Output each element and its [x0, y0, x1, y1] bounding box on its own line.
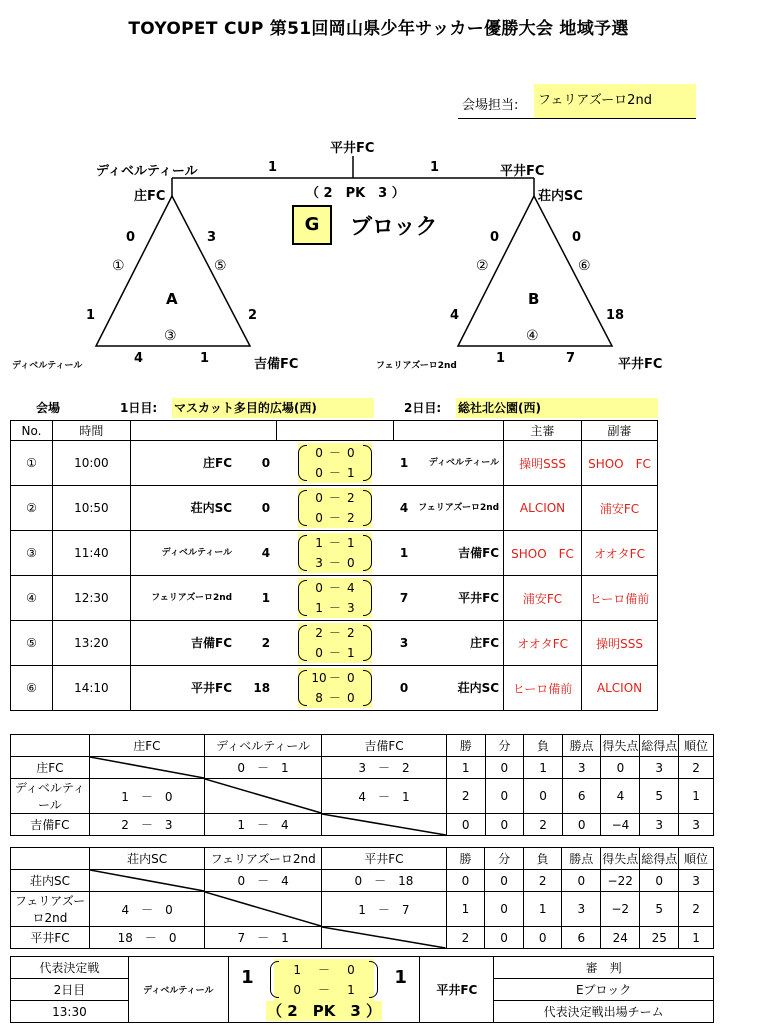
schedule-row	[11, 486, 658, 531]
stat-cell: 3	[562, 757, 601, 779]
stat-cell: 25	[640, 927, 679, 949]
col-stat: 勝点	[562, 735, 601, 757]
home-cell	[130, 531, 276, 576]
stat-cell: 0	[485, 892, 524, 927]
groupA-score-top-left: 0	[126, 230, 136, 245]
final-away-team: 平井FC	[420, 957, 494, 1023]
half2: 0 － 1	[315, 466, 355, 480]
stat-cell: 2	[679, 892, 714, 927]
away-team: フェリアズーロ2nd	[418, 503, 500, 513]
venue-manager-value: フェリアズーロ2nd	[534, 84, 696, 118]
stat-cell: 0	[640, 870, 679, 892]
col-team: 荘内SC	[89, 848, 204, 870]
away-team: 荘内SC	[457, 681, 500, 695]
home-cell	[130, 486, 276, 531]
home-team: 平井FC	[191, 681, 233, 695]
groupB-match-right: ⑥	[578, 258, 591, 274]
col-stat: 順位	[679, 848, 714, 870]
home-team: フェリアズーロ2nd	[151, 593, 233, 603]
col-stat: 分	[485, 848, 524, 870]
stat-cell: 0	[601, 757, 640, 779]
away-score: 1	[399, 546, 409, 560]
match-time: 13:20	[52, 621, 130, 666]
stat-cell: 1	[679, 927, 714, 949]
corner-cell	[11, 848, 90, 870]
groupB-score-left: 4	[450, 308, 460, 323]
away-score: 3	[399, 636, 409, 650]
stat-cell: 3	[679, 870, 714, 892]
match-no: ②	[11, 486, 53, 531]
away-score: 7	[399, 591, 409, 605]
referee: オオタFC	[504, 621, 582, 666]
stat-cell: 2	[524, 814, 563, 836]
row-team: 平井FC	[11, 927, 90, 949]
home-score: 0	[261, 501, 271, 515]
col-stat: 負	[523, 848, 562, 870]
stat-cell: 5	[640, 779, 679, 814]
stat-cell: 2	[446, 779, 485, 814]
groupA-score-bottom-right: 1	[200, 351, 210, 366]
assistant-referee: ALCION	[582, 666, 658, 711]
groupB-bottom-left-team: フェリアズーロ2nd	[376, 361, 457, 371]
standings-header	[11, 848, 714, 870]
stat-cell: 0	[446, 814, 485, 836]
half2: 3 － 0	[315, 556, 355, 570]
stat-cell: 1	[446, 892, 485, 927]
stat-cell: −2	[601, 892, 640, 927]
away-team: 庄FC	[470, 636, 500, 650]
match-time: 10:50	[52, 486, 130, 531]
half1: 1 － 1	[315, 536, 355, 550]
away-team: 吉備FC	[458, 546, 500, 560]
stat-cell: −4	[601, 814, 640, 836]
standings-row	[11, 757, 714, 779]
groupB-top-team: 荘内SC	[538, 189, 583, 204]
standings-header	[11, 735, 714, 757]
home-team: ディベルティール	[161, 548, 233, 558]
away-score: 4	[399, 501, 409, 515]
col-stat: 順位	[679, 735, 714, 757]
match-time: 12:30	[52, 576, 130, 621]
final-away-score: 1	[382, 957, 420, 1023]
away-cell	[394, 576, 504, 621]
row-team: 吉備FC	[11, 814, 90, 836]
col-stat: 総得点	[640, 735, 679, 757]
home-score: 4	[261, 546, 271, 560]
final-ref2: 代表決定戦出場チーム	[494, 1001, 714, 1023]
stat-cell: 1	[524, 757, 563, 779]
row-team: フェリアズーロ2nd	[11, 892, 90, 927]
schedule-row	[11, 441, 658, 486]
home-cell	[130, 621, 276, 666]
stat-cell: 4	[601, 779, 640, 814]
final-half1: 1 － 0	[293, 963, 355, 977]
stat-cell: 1	[679, 779, 714, 814]
groupA-bottom-right-team: 吉備FC	[254, 357, 299, 372]
row-team: 荘内SC	[11, 870, 90, 892]
groupB-score-right: 18	[606, 308, 625, 323]
stat-cell: 0	[562, 870, 601, 892]
bracket-left-score: 1	[268, 160, 278, 175]
groupA-label: A	[166, 290, 178, 308]
match-no: ③	[11, 531, 53, 576]
diagonal-cell	[322, 814, 447, 836]
col-team: 平井FC	[322, 848, 447, 870]
stat-cell: 2	[446, 927, 485, 949]
away-score: 0	[399, 681, 409, 695]
schedule-row	[11, 576, 658, 621]
assistant-referee: 操明SSS	[582, 621, 658, 666]
groupB-score-bottom-right: 7	[566, 351, 576, 366]
diagonal-cell	[204, 779, 321, 814]
groupB-label: B	[528, 290, 540, 308]
match-time: 14:10	[52, 666, 130, 711]
header-score	[276, 421, 394, 441]
score-detail	[276, 666, 394, 711]
header-referee: 主審	[504, 421, 582, 441]
final-time: 13:30	[11, 1001, 129, 1023]
final-score-detail	[266, 957, 382, 1023]
result-cell: 1 － 4	[204, 814, 321, 836]
col-stat: 勝	[446, 848, 485, 870]
stat-cell: 6	[562, 927, 601, 949]
match-no: ①	[11, 441, 53, 486]
half1: 0 － 0	[315, 446, 355, 460]
match-no: ④	[11, 576, 53, 621]
stat-cell: 0	[446, 870, 485, 892]
away-score: 1	[399, 456, 409, 470]
standings-row	[11, 927, 714, 949]
bracket-right-score: 1	[430, 160, 440, 175]
home-cell	[130, 666, 276, 711]
groupB-bottom-right-team: 平井FC	[618, 357, 663, 372]
stat-cell: 2	[523, 870, 562, 892]
away-cell	[394, 441, 504, 486]
half1: 0 － 4	[315, 581, 355, 595]
result-cell: 18 － 0	[89, 927, 204, 949]
score-detail	[276, 621, 394, 666]
schedule-rows	[11, 441, 658, 711]
half2: 0 － 1	[315, 646, 355, 660]
corner-cell	[11, 735, 90, 757]
final-ref-label: 審 判	[494, 957, 714, 979]
final-match-table	[10, 956, 714, 1023]
stat-cell: 0	[524, 779, 563, 814]
result-cell: 0 － 4	[205, 870, 322, 892]
bracket-pk: （ 2 PK 3 ）	[306, 186, 405, 201]
groupA-match-right: ⑤	[214, 258, 227, 274]
away-team: ディベルティール	[428, 458, 500, 468]
bracket-left-final: ディベルティール	[96, 164, 198, 179]
stat-cell: −22	[601, 870, 640, 892]
groupA-score-bottom-left: 4	[134, 351, 144, 366]
groupB-match-left: ②	[476, 258, 489, 274]
result-cell: 1 － 7	[322, 892, 447, 927]
result-cell: 7 － 1	[205, 927, 322, 949]
header-assistant: 副審	[582, 421, 658, 441]
groupA-score-right: 2	[248, 308, 258, 323]
half2: 1 － 3	[315, 601, 355, 615]
groupB-score-top-left: 0	[490, 230, 500, 245]
score-detail	[276, 441, 394, 486]
diagonal-cell	[322, 927, 447, 949]
page-title: TOYOPET CUP 第51回岡山県少年サッカー優勝大会 地域予選	[128, 19, 629, 39]
groupA-bottom-left-team: ディベルティール	[12, 361, 83, 371]
header-no: No.	[11, 421, 53, 441]
match-no: ⑥	[11, 666, 53, 711]
result-cell: 1 － 0	[89, 779, 204, 814]
assistant-referee: オオタFC	[582, 531, 658, 576]
schedule-row	[11, 666, 658, 711]
stat-cell: 5	[640, 892, 679, 927]
assistant-referee: ヒーロ備前	[582, 576, 658, 621]
away-cell	[394, 621, 504, 666]
stat-cell: 0	[485, 779, 524, 814]
venue-manager-label: 会場担当:	[462, 98, 519, 113]
block-letter: G	[292, 205, 332, 245]
groupB-score-top-right: 0	[572, 230, 582, 245]
final-pk: （ 2 PK 3 ）	[267, 1002, 382, 1020]
col-stat: 勝	[446, 735, 485, 757]
day1-label: 1日目:	[120, 401, 158, 415]
final-ref1: Eブロック	[494, 979, 714, 1001]
stat-cell: 3	[640, 814, 679, 836]
result-cell: 2 － 3	[89, 814, 204, 836]
standings-row	[11, 814, 714, 836]
final-half2: 0 － 1	[293, 983, 355, 997]
standings-rows-A	[11, 735, 714, 836]
match-no: ⑤	[11, 621, 53, 666]
home-team: 吉備FC	[191, 636, 233, 650]
away-team: 平井FC	[458, 591, 500, 605]
away-cell	[394, 666, 504, 711]
venues-label: 会場	[36, 401, 61, 415]
home-score: 2	[261, 636, 271, 650]
standings-table-A	[10, 734, 714, 836]
half2: 0 － 2	[315, 511, 355, 525]
col-stat: 分	[485, 735, 524, 757]
stat-cell: 3	[562, 892, 601, 927]
groupA-match-bottom: ③	[164, 328, 177, 344]
col-stat: 負	[524, 735, 563, 757]
day1-venue: マスカット多目的広場(西)	[172, 398, 374, 418]
half2: 8 － 0	[315, 691, 355, 705]
header-away	[394, 421, 504, 441]
groupA-top-team: 庄FC	[134, 189, 166, 204]
stat-cell: 0	[485, 757, 524, 779]
col-team: フェリアズーロ2nd	[205, 848, 322, 870]
col-stat: 得失点	[601, 848, 640, 870]
groupA-score-left: 1	[86, 308, 96, 323]
final-day: 2日目	[11, 979, 129, 1001]
stat-cell: 0	[485, 927, 524, 949]
home-score: 1	[261, 591, 271, 605]
half1: 2 － 2	[315, 626, 355, 640]
stat-cell: 2	[679, 757, 714, 779]
block-title: ブロック	[350, 215, 438, 240]
row-team: ディベルティール	[11, 779, 90, 814]
row-team: 庄FC	[11, 757, 90, 779]
match-time: 10:00	[52, 441, 130, 486]
bracket-top-team: 平井FC	[330, 141, 375, 156]
referee: SHOO FC	[504, 531, 582, 576]
away-cell	[394, 486, 504, 531]
col-team: 庄FC	[89, 735, 204, 757]
result-cell: 4 － 0	[89, 892, 204, 927]
result-cell: 0 － 1	[204, 757, 321, 779]
home-cell	[130, 441, 276, 486]
result-cell: 4 － 1	[322, 779, 447, 814]
groupA-score-top-right: 3	[207, 230, 217, 245]
stat-cell: 1	[446, 757, 485, 779]
result-cell: 0 － 18	[322, 870, 447, 892]
away-cell	[394, 531, 504, 576]
day2-label: 2日目:	[404, 401, 442, 415]
stat-cell: 24	[601, 927, 640, 949]
standings-row	[11, 892, 714, 927]
home-team: 庄FC	[203, 456, 233, 470]
stat-cell: 6	[562, 779, 601, 814]
standings-row	[11, 870, 714, 892]
standings-rows-B	[11, 848, 714, 949]
score-detail	[276, 531, 394, 576]
stat-cell: 0	[523, 927, 562, 949]
diagonal-cell	[89, 870, 204, 892]
stat-cell: 3	[640, 757, 679, 779]
col-team: ディベルティール	[204, 735, 321, 757]
referee: 操明SSS	[504, 441, 582, 486]
referee: ヒーロ備前	[504, 666, 582, 711]
assistant-referee: 浦安FC	[582, 486, 658, 531]
bracket-right-final: 平井FC	[500, 164, 545, 179]
col-stat: 勝点	[562, 848, 601, 870]
home-score: 18	[253, 681, 271, 695]
schedule-row	[11, 531, 658, 576]
final-home-score: 1	[228, 957, 266, 1023]
match-time: 11:40	[52, 531, 130, 576]
match-schedule-table	[10, 420, 658, 711]
stat-cell: 0	[562, 814, 601, 836]
schedule-row	[11, 621, 658, 666]
half1: 0 － 2	[315, 491, 355, 505]
assistant-referee: SHOO FC	[582, 441, 658, 486]
diagonal-cell	[89, 757, 204, 779]
referee: ALCION	[504, 486, 582, 531]
stat-cell: 0	[485, 814, 524, 836]
col-stat: 得失点	[601, 735, 640, 757]
groupB-match-bottom: ④	[526, 328, 539, 344]
half1: 10 － 0	[311, 671, 355, 685]
groupB-score-bottom-left: 1	[496, 351, 506, 366]
stat-cell: 1	[523, 892, 562, 927]
home-team: 荘内SC	[190, 501, 233, 515]
stat-cell: 0	[485, 870, 524, 892]
home-score: 0	[261, 456, 271, 470]
home-cell	[130, 576, 276, 621]
final-label: 代表決定戦	[11, 957, 129, 979]
diagonal-cell	[205, 892, 322, 927]
standings-table-B	[10, 847, 714, 949]
stat-cell: 3	[679, 814, 714, 836]
result-cell: 3 － 2	[322, 757, 447, 779]
score-detail	[276, 486, 394, 531]
day2-venue: 総社北公園(西)	[456, 398, 658, 418]
header-time: 時間	[52, 421, 130, 441]
col-stat: 総得点	[640, 848, 679, 870]
groupA-match-left: ①	[112, 258, 125, 274]
referee: 浦安FC	[504, 576, 582, 621]
standings-row	[11, 779, 714, 814]
header-home	[130, 421, 276, 441]
final-home-team: ディベルティール	[128, 957, 228, 1023]
score-detail	[276, 576, 394, 621]
col-team: 吉備FC	[322, 735, 447, 757]
